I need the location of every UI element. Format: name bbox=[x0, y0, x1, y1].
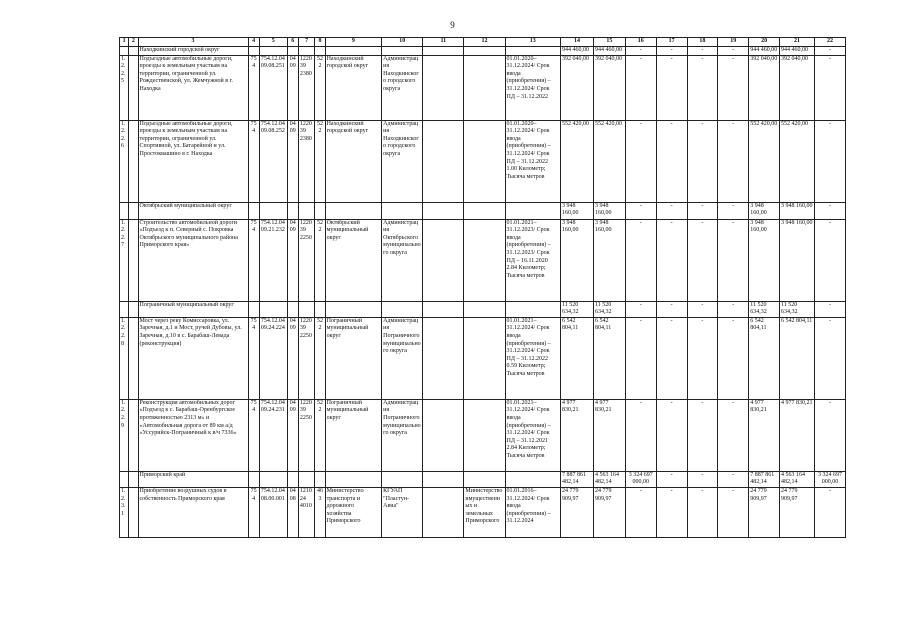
table-cell: 121024 4010 bbox=[298, 487, 314, 537]
column-header: 15 bbox=[593, 38, 625, 47]
table-cell: - bbox=[656, 46, 687, 55]
table-row bbox=[120, 202, 846, 219]
table-cell: 0409 bbox=[287, 399, 298, 471]
table-cell: 392 040,00 bbox=[593, 55, 625, 120]
table-cell: 4 563 164 482,14 bbox=[780, 471, 815, 487]
table-cell: Октябрьский муниципальный округ bbox=[138, 202, 248, 219]
table-cell: - bbox=[625, 46, 656, 55]
table-cell: - bbox=[687, 120, 718, 202]
table-cell: - bbox=[656, 120, 687, 202]
table-cell bbox=[423, 120, 464, 202]
table-cell: - bbox=[814, 120, 845, 202]
table-cell bbox=[120, 202, 129, 219]
table-cell: Подъездные автомобильные дороги, проезды к земельным участкам на территории, ограниченной ул. Рождественской, ул. Жемчужной в г. Находка bbox=[138, 55, 248, 120]
table-cell: - bbox=[687, 55, 718, 120]
table-cell: 3 948 160,00 bbox=[561, 219, 594, 301]
table-cell bbox=[325, 202, 382, 219]
table-cell: 3 948 160,00 bbox=[749, 202, 780, 219]
table-cell: 3 948 160,00 bbox=[749, 219, 780, 301]
table-cell: 754 bbox=[248, 55, 259, 120]
table-row bbox=[120, 219, 846, 301]
column-header: 10 bbox=[382, 38, 423, 47]
table-cell: 552 420,00 bbox=[593, 120, 625, 202]
table-cell: Министерство транспорта и дорожного хозяйства Приморского bbox=[325, 487, 382, 537]
table-cell bbox=[505, 202, 561, 219]
table-cell: 3 948 160,00 bbox=[593, 219, 625, 301]
table-cell: 0409 bbox=[287, 120, 298, 202]
table-cell: - bbox=[687, 202, 718, 219]
column-header: 2 bbox=[129, 38, 138, 47]
table-cell bbox=[382, 471, 423, 487]
table-cell: 24 779 909,97 bbox=[749, 487, 780, 537]
table-cell: - bbox=[625, 399, 656, 471]
table-cell: 754.12.04 09.24.224 bbox=[259, 317, 287, 399]
table-cell bbox=[423, 301, 464, 317]
budget-table bbox=[119, 37, 846, 538]
table-cell: 3 948 160,00 bbox=[780, 219, 815, 301]
table-cell: Администрация Находкинского городского округа bbox=[382, 55, 423, 120]
table-cell: 0408 bbox=[287, 487, 298, 537]
table-cell: 11 520 634,32 bbox=[561, 301, 594, 317]
table-cell bbox=[423, 202, 464, 219]
table-cell bbox=[325, 301, 382, 317]
table-cell: 122039 2250 bbox=[298, 399, 314, 471]
table-cell: Администрация Пограничного муниципального округа bbox=[382, 399, 423, 471]
table-cell: 754.12.04 09.08.252 bbox=[259, 120, 287, 202]
table-row bbox=[120, 471, 846, 487]
table-cell: - bbox=[687, 399, 718, 471]
table-cell: - bbox=[687, 301, 718, 317]
table-cell: 3 948 160,00 bbox=[780, 202, 815, 219]
table-cell bbox=[464, 120, 505, 202]
table-cell: - bbox=[656, 471, 687, 487]
page-number: 9 bbox=[450, 20, 455, 30]
column-header: 1 bbox=[120, 38, 129, 47]
table-cell: 522 bbox=[315, 219, 325, 301]
table-cell: 6 542 804,11 bbox=[749, 317, 780, 399]
table-cell: 463 bbox=[315, 487, 325, 537]
column-header: 13 bbox=[505, 38, 561, 47]
table-cell bbox=[129, 317, 138, 399]
column-header: 3 bbox=[138, 38, 248, 47]
table-cell: - bbox=[687, 317, 718, 399]
table-cell: 1.2.2.6 bbox=[120, 120, 129, 202]
table-cell: 122039 2380 bbox=[298, 120, 314, 202]
table-cell: 1.2.2.9 bbox=[120, 399, 129, 471]
table-cell bbox=[464, 317, 505, 399]
table-cell: - bbox=[656, 399, 687, 471]
table-cell: 24 779 909,97 bbox=[593, 487, 625, 537]
table-cell bbox=[325, 46, 382, 55]
table-cell: 754.12.04 09.21.232 bbox=[259, 219, 287, 301]
table-cell: - bbox=[656, 55, 687, 120]
table-cell: 522 bbox=[315, 317, 325, 399]
column-header: 8 bbox=[315, 38, 325, 47]
table-cell: - bbox=[718, 219, 749, 301]
table-cell: 7 887 861 482,14 bbox=[561, 471, 594, 487]
table-cell: 552 420,00 bbox=[749, 120, 780, 202]
table-cell: 11 520 634,32 bbox=[749, 301, 780, 317]
table-cell: Администрация Октябрьского муниципального округа bbox=[382, 219, 423, 301]
column-header: 14 bbox=[561, 38, 594, 47]
table-cell bbox=[129, 55, 138, 120]
table-cell: 944 460,00 bbox=[749, 46, 780, 55]
table-cell bbox=[298, 202, 314, 219]
column-header: 6 bbox=[287, 38, 298, 47]
table-cell bbox=[248, 471, 259, 487]
table-cell: - bbox=[687, 487, 718, 537]
table-cell: - bbox=[625, 55, 656, 120]
table-cell bbox=[315, 46, 325, 55]
table-cell: 754 bbox=[248, 317, 259, 399]
table-cell bbox=[464, 219, 505, 301]
table-cell: 3 948 160,00 bbox=[561, 202, 594, 219]
table-cell: - bbox=[814, 399, 845, 471]
table-cell: 24 779 909,97 bbox=[561, 487, 594, 537]
table-cell: 392 040,00 bbox=[780, 55, 815, 120]
table-cell bbox=[129, 399, 138, 471]
table-cell bbox=[464, 55, 505, 120]
table-cell: 1.2.3.1 bbox=[120, 487, 129, 537]
table-cell: - bbox=[625, 317, 656, 399]
table-cell bbox=[315, 471, 325, 487]
table-cell: Строительство автомобильной дороги «Подъезд к п. Северный с. Покровка Октябрьского муниципального района Приморского края» bbox=[138, 219, 248, 301]
table-cell: 3 324 697 000,00 bbox=[625, 471, 656, 487]
column-header: 22 bbox=[814, 38, 845, 47]
table-cell: 01.01.2021–31.12.2023/ Срок ввода (приобретения) – 31.12.2023/ Срок ПД – 16.11.2020 2.84 Километр; Тысяча метров bbox=[505, 219, 561, 301]
table-cell: Пограничный муниципальный округ bbox=[325, 399, 382, 471]
table-cell: - bbox=[687, 219, 718, 301]
table-cell bbox=[287, 301, 298, 317]
table-cell bbox=[298, 46, 314, 55]
table-row bbox=[120, 46, 846, 55]
column-header: 16 bbox=[625, 38, 656, 47]
table-cell: 01.01.2021–31.12.2024/ Срок ввода (приобретения) – 31.12.2024/ Срок ПД – 31.12.2022 0.59 Километр; Тысяча метров bbox=[505, 317, 561, 399]
column-header: 12 bbox=[464, 38, 505, 47]
table-cell bbox=[120, 301, 129, 317]
table-cell: 1.2.2.8 bbox=[120, 317, 129, 399]
table-cell: - bbox=[625, 301, 656, 317]
table-cell: - bbox=[718, 317, 749, 399]
table-cell: - bbox=[687, 46, 718, 55]
table-cell bbox=[423, 317, 464, 399]
table-cell: 522 bbox=[315, 55, 325, 120]
table-cell: Администрация Находкинского городского округа bbox=[382, 120, 423, 202]
table-cell: 3 324 697 000,00 bbox=[814, 471, 845, 487]
table-cell: 944 460,00 bbox=[780, 46, 815, 55]
table-cell: 4 563 164 482,14 bbox=[593, 471, 625, 487]
table-cell: - bbox=[718, 399, 749, 471]
table-cell bbox=[129, 120, 138, 202]
table-cell bbox=[423, 487, 464, 537]
table-cell: 7 887 861 482,14 bbox=[749, 471, 780, 487]
table-cell: 11 520 634,32 bbox=[593, 301, 625, 317]
table-row bbox=[120, 301, 846, 317]
table-cell: 6 542 804,11 bbox=[593, 317, 625, 399]
table-cell: 392 040,00 bbox=[561, 55, 594, 120]
table-cell: 754 bbox=[248, 487, 259, 537]
table-cell: 122039 2380 bbox=[298, 55, 314, 120]
table-row bbox=[120, 317, 846, 399]
table-row bbox=[120, 120, 846, 202]
table-cell bbox=[382, 202, 423, 219]
table-cell bbox=[464, 471, 505, 487]
table-cell: 754 bbox=[248, 399, 259, 471]
table-cell bbox=[382, 301, 423, 317]
table-cell bbox=[129, 219, 138, 301]
table-cell: Приобретение воздушных судов в собственность Приморского края bbox=[138, 487, 248, 537]
table-cell: 0409 bbox=[287, 317, 298, 399]
column-header: 7 bbox=[298, 38, 314, 47]
table-cell: Министерство имущественных и земельных Приморского bbox=[464, 487, 505, 537]
table-cell: Приморский край bbox=[138, 471, 248, 487]
table-cell bbox=[423, 46, 464, 55]
table-cell: 754.12.04 09.24.231 bbox=[259, 399, 287, 471]
table-cell: - bbox=[625, 487, 656, 537]
table-cell: 754.12.04 08.00.001 bbox=[259, 487, 287, 537]
table-cell: 6 542 804,11 bbox=[780, 317, 815, 399]
column-header: 20 bbox=[749, 38, 780, 47]
column-header: 21 bbox=[780, 38, 815, 47]
table-cell: - bbox=[718, 301, 749, 317]
table-cell: Находкинский городской округ bbox=[138, 46, 248, 55]
table-cell bbox=[505, 301, 561, 317]
table-cell: 122039 2250 bbox=[298, 219, 314, 301]
table-cell bbox=[464, 46, 505, 55]
table-cell bbox=[120, 471, 129, 487]
table-cell: 01.01.2020–31.12.2024/ Срок ввода (приобретения) – 31.12.2024/ Срок ПД – 31.12.2022 bbox=[505, 55, 561, 120]
table-cell bbox=[423, 219, 464, 301]
table-cell bbox=[464, 301, 505, 317]
table-cell: 754 bbox=[248, 120, 259, 202]
table-cell: - bbox=[718, 55, 749, 120]
table-cell: 944 460,00 bbox=[561, 46, 594, 55]
table-cell: 522 bbox=[315, 120, 325, 202]
table-cell: - bbox=[814, 219, 845, 301]
table-cell: Октябрьский муниципальный округ bbox=[325, 219, 382, 301]
table-cell: - bbox=[625, 219, 656, 301]
table-row bbox=[120, 487, 846, 537]
table-cell bbox=[382, 46, 423, 55]
table-cell: Находкинский городской округ bbox=[325, 55, 382, 120]
table-cell bbox=[505, 46, 561, 55]
table-cell bbox=[464, 399, 505, 471]
table-cell bbox=[129, 471, 138, 487]
table-cell: 01.01.2016–31.12.2024/ Срок ввода (приобретения) – 31.12.2024 bbox=[505, 487, 561, 537]
table-cell: - bbox=[814, 46, 845, 55]
column-header: 4 bbox=[248, 38, 259, 47]
table-cell: 4 977 830,21 bbox=[593, 399, 625, 471]
table-cell: - bbox=[656, 487, 687, 537]
table-cell bbox=[120, 46, 129, 55]
table-cell: 24 779 909,97 bbox=[780, 487, 815, 537]
table-cell: - bbox=[656, 301, 687, 317]
table-cell bbox=[259, 202, 287, 219]
table-cell: - bbox=[625, 202, 656, 219]
table-cell: - bbox=[814, 487, 845, 537]
table-cell bbox=[287, 202, 298, 219]
table-cell: - bbox=[814, 301, 845, 317]
table-cell: 4 977 830,21 bbox=[780, 399, 815, 471]
table-cell: Реконструкция автомобильных дорог «Подъезд к с. Барабаш-Оренбургское протяженностью 2313 м» и «Автомобильная дорога от 89 км а/д «Уссурийск-Пограничный к в/ч 7336» bbox=[138, 399, 248, 471]
table-cell bbox=[248, 301, 259, 317]
table-row bbox=[120, 55, 846, 120]
table-cell: Администрация Пограничного муниципального округа bbox=[382, 317, 423, 399]
table-cell: 122039 2250 bbox=[298, 317, 314, 399]
table-cell: - bbox=[814, 202, 845, 219]
table-cell: 0409 bbox=[287, 55, 298, 120]
table-cell bbox=[315, 301, 325, 317]
table-cell: - bbox=[687, 471, 718, 487]
table-cell bbox=[259, 471, 287, 487]
table-cell bbox=[129, 301, 138, 317]
column-header: 5 bbox=[259, 38, 287, 47]
table-cell: 01.01.2021–31.12.2024/ Срок ввода (приобретения) – 31.12.2024/ Срок ПД – 31.12.2021 2.84 Километр; Тысяча метров bbox=[505, 399, 561, 471]
table-cell: Мост через реку Комиссаровка, ул. Заречная, д.1 и Мост, ручей Дубовы, ул. Заречная, д.10 в с. Барабаш-Левада (реконструкция) bbox=[138, 317, 248, 399]
column-header: 17 bbox=[656, 38, 687, 47]
table-cell: Пограничный муниципальный округ bbox=[325, 317, 382, 399]
table-cell bbox=[298, 471, 314, 487]
column-header: 9 bbox=[325, 38, 382, 47]
table-cell bbox=[325, 471, 382, 487]
table-cell bbox=[423, 399, 464, 471]
table-cell bbox=[287, 46, 298, 55]
table-cell: - bbox=[718, 471, 749, 487]
table-cell: - bbox=[718, 120, 749, 202]
table-cell: 0409 bbox=[287, 219, 298, 301]
table-cell: - bbox=[814, 55, 845, 120]
table-cell bbox=[259, 301, 287, 317]
table-cell: 1.2.2.7 bbox=[120, 219, 129, 301]
column-header: 11 bbox=[423, 38, 464, 47]
table-cell: КГУАП "Пластун-Авиа" bbox=[382, 487, 423, 537]
table-cell bbox=[129, 202, 138, 219]
table-cell: - bbox=[718, 487, 749, 537]
table-cell: 754.12.04 09.08.251 bbox=[259, 55, 287, 120]
table-cell bbox=[129, 46, 138, 55]
table-cell: 754 bbox=[248, 219, 259, 301]
table-cell: - bbox=[718, 46, 749, 55]
table-cell: 944 460,00 bbox=[593, 46, 625, 55]
table-cell: - bbox=[656, 202, 687, 219]
column-header: 19 bbox=[718, 38, 749, 47]
table-cell: 11 520 634,32 bbox=[780, 301, 815, 317]
table-cell bbox=[423, 55, 464, 120]
table-cell bbox=[423, 471, 464, 487]
table-cell: 4 977 830,21 bbox=[561, 399, 594, 471]
table-cell: Находкинский городской округ bbox=[325, 120, 382, 202]
table-cell: - bbox=[656, 219, 687, 301]
table-cell bbox=[298, 301, 314, 317]
table-cell: 552 420,00 bbox=[561, 120, 594, 202]
table-cell bbox=[248, 46, 259, 55]
table-cell bbox=[464, 202, 505, 219]
table-cell bbox=[248, 202, 259, 219]
table-cell: - bbox=[656, 317, 687, 399]
table-cell: 1.2.2.5 bbox=[120, 55, 129, 120]
table-cell: Пограничный муниципальный округ bbox=[138, 301, 248, 317]
column-header: 18 bbox=[687, 38, 718, 47]
table-cell bbox=[129, 487, 138, 537]
header-row bbox=[120, 38, 846, 47]
table-cell: - bbox=[625, 120, 656, 202]
table-cell: 6 542 804,11 bbox=[561, 317, 594, 399]
table-cell bbox=[315, 202, 325, 219]
table-cell: Подъездные автомобильные дороги, проезды к земельным участкам на территории, ограниченной ул. Спортивной, ул. Батарейной и ул. Простоквашино в г. Находка bbox=[138, 120, 248, 202]
table-cell: 522 bbox=[315, 399, 325, 471]
table-cell: 01.01.2020–31.12.2024/ Срок ввода (приобретения) – 31.12.2024/ Срок ПД – 31.12.2022 1.00 Километр; Тысяча метров bbox=[505, 120, 561, 202]
table-cell: 552 420,00 bbox=[780, 120, 815, 202]
table-cell: 4 977 830,21 bbox=[749, 399, 780, 471]
table-cell: - bbox=[718, 202, 749, 219]
table-cell bbox=[287, 471, 298, 487]
table-cell: 392 040,00 bbox=[749, 55, 780, 120]
table-cell: - bbox=[814, 317, 845, 399]
table-cell bbox=[259, 46, 287, 55]
table-cell bbox=[505, 471, 561, 487]
table-row bbox=[120, 399, 846, 471]
table-cell: 3 948 160,00 bbox=[593, 202, 625, 219]
